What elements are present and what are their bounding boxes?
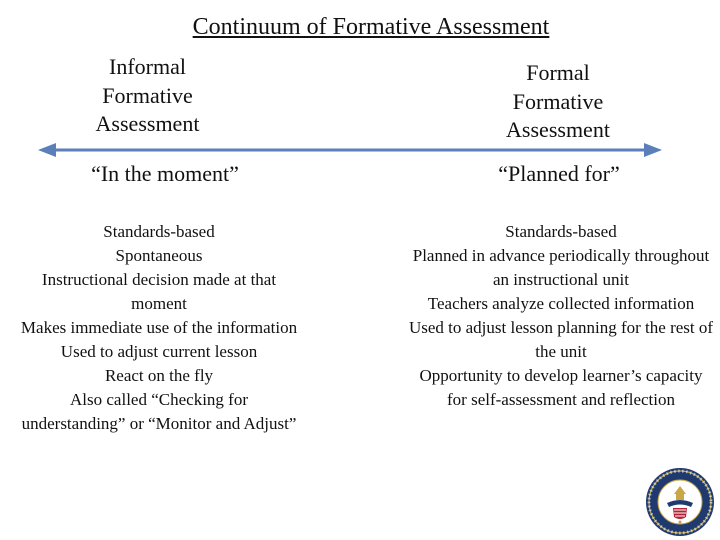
right-pole-label-line-3: Assessment bbox=[506, 117, 610, 142]
left-pole-label-line-3: Assessment bbox=[95, 111, 200, 136]
right-pole-label-line-1: Formal bbox=[526, 60, 590, 85]
list-item: React on the fly bbox=[104, 366, 214, 385]
list-item: Instructional decision made at that moment bbox=[41, 270, 277, 313]
left-pole-label-line-2: Formative bbox=[102, 82, 193, 108]
list-item: Makes immediate use of the information bbox=[20, 318, 298, 337]
list-item: Standards-based bbox=[505, 222, 617, 241]
left-quote: “In the moment” bbox=[91, 161, 239, 186]
informal-feature-list bbox=[16, 220, 302, 436]
list-item: Used to adjust lesson planning for the rest of the unit bbox=[408, 318, 714, 361]
list-item: Spontaneous bbox=[115, 246, 203, 265]
arrow-head-left bbox=[38, 143, 56, 157]
list-item: Planned in advance periodically throughout an instructional unit bbox=[412, 246, 710, 289]
list-item: Standards-based bbox=[103, 222, 215, 241]
right-pole-label bbox=[468, 59, 648, 145]
official-seal-icon bbox=[645, 467, 715, 537]
diagram-title: Continuum of Formative Assessment bbox=[192, 14, 550, 40]
list-item: Teachers analyze collected information bbox=[427, 294, 695, 313]
right-quote: “Planned for” bbox=[498, 161, 620, 186]
list-item: Used to adjust current lesson bbox=[60, 342, 258, 361]
list-item: Also called “Checking for understanding” or “Monitor and Adjust” bbox=[21, 390, 297, 433]
list-item: Opportunity to develop learner’s capacity for self-assessment and reflection bbox=[419, 366, 703, 409]
arrow-head-right bbox=[644, 143, 662, 157]
right-pole-label-line-2: Formative bbox=[512, 88, 604, 114]
formal-feature-list bbox=[408, 220, 714, 412]
left-pole-label bbox=[60, 53, 235, 139]
left-pole-label-line-1: Informal bbox=[109, 54, 186, 79]
double-headed-arrow-icon bbox=[38, 140, 662, 160]
